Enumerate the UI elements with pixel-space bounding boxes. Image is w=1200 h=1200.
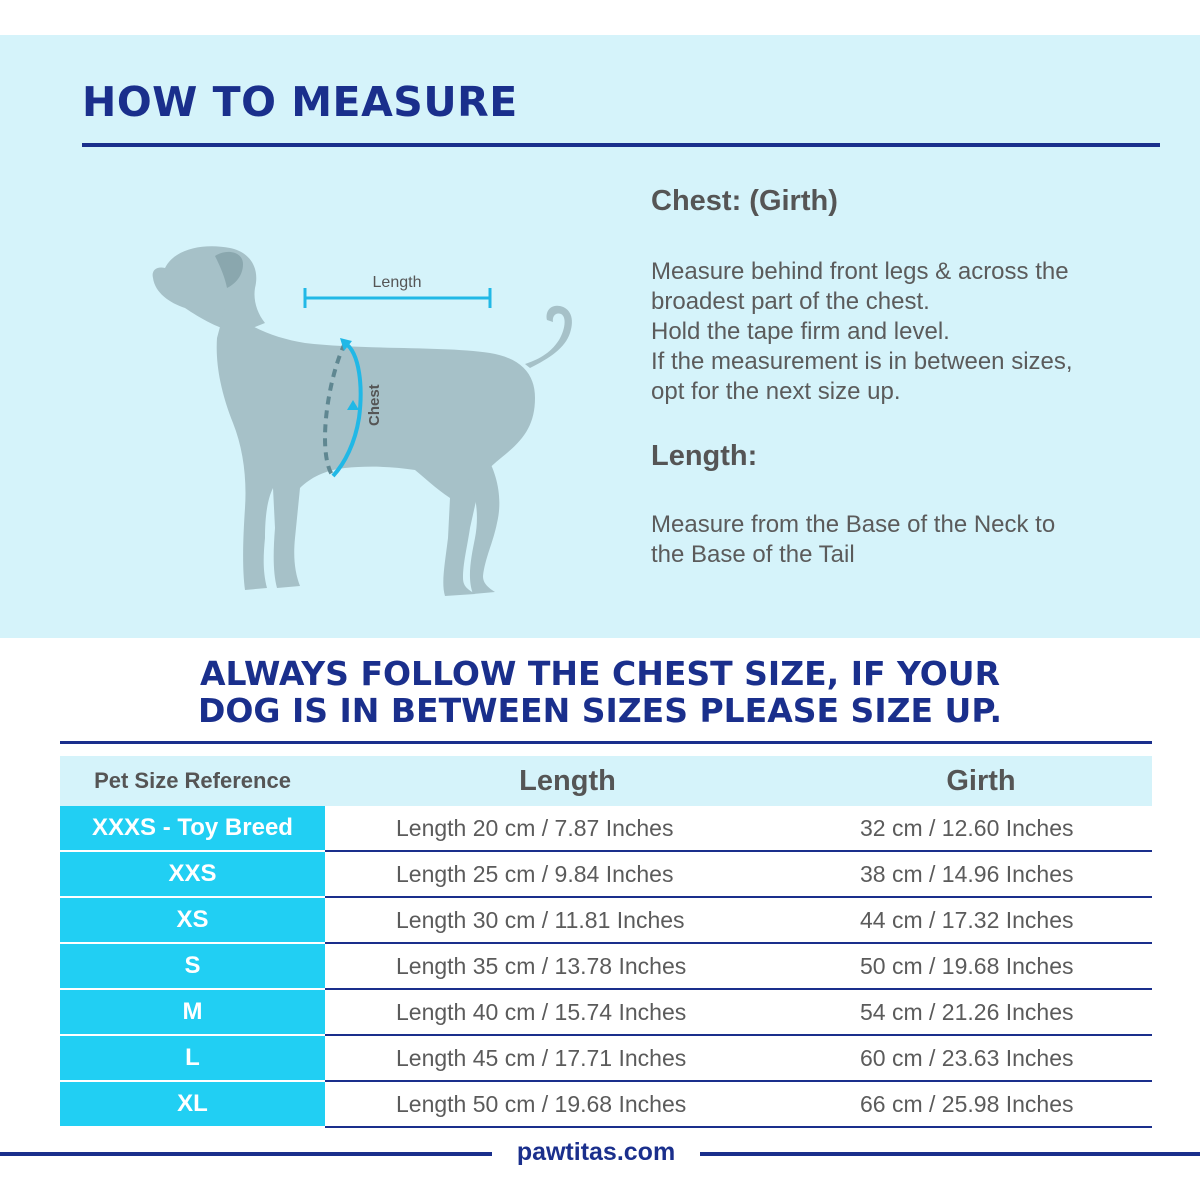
table-row bbox=[60, 898, 1152, 944]
girth-cell: 32 cm / 12.60 Inches bbox=[810, 806, 1152, 852]
column-header-girth: Girth bbox=[946, 765, 1016, 797]
table-row bbox=[60, 1036, 1152, 1082]
instruction-line: Measure from the Base of the Neck to bbox=[651, 511, 1056, 538]
length-instructions bbox=[651, 510, 1171, 570]
table-row bbox=[60, 990, 1152, 1036]
girth-cell: 50 cm / 19.68 Inches bbox=[810, 944, 1152, 990]
table-row bbox=[60, 1082, 1152, 1128]
table-row bbox=[60, 944, 1152, 990]
girth-cell: 44 cm / 17.32 Inches bbox=[810, 898, 1152, 944]
chest-heading: Chest: (Girth) bbox=[651, 185, 838, 217]
girth-cell: 66 cm / 25.98 Inches bbox=[810, 1082, 1152, 1128]
size-cell: S bbox=[60, 944, 325, 990]
instruction-line: If the measurement is in between sizes, bbox=[651, 348, 1073, 375]
size-chart-table bbox=[60, 756, 1152, 1128]
length-illustration-label: Length bbox=[372, 274, 422, 291]
footer-divider-right bbox=[700, 1152, 1200, 1156]
column-header-size: Pet Size Reference bbox=[94, 768, 291, 793]
title-divider bbox=[82, 143, 1160, 147]
instruction-line: broadest part of the chest. bbox=[651, 288, 930, 315]
column-header-length: Length bbox=[519, 765, 616, 797]
dog-head bbox=[153, 246, 265, 333]
banner-line: ALWAYS FOLLOW THE CHEST SIZE, IF YOUR bbox=[199, 654, 1000, 693]
size-up-banner bbox=[0, 655, 1200, 729]
instruction-line: Hold the tape firm and level. bbox=[651, 318, 950, 345]
size-cell: M bbox=[60, 990, 325, 1036]
size-cell: XXXS - Toy Breed bbox=[60, 806, 325, 852]
length-cell: Length 45 cm / 17.71 Inches bbox=[325, 1036, 810, 1082]
banner-divider bbox=[60, 741, 1152, 744]
footer-divider-left bbox=[0, 1152, 492, 1156]
size-cell: XS bbox=[60, 898, 325, 944]
length-cell: Length 40 cm / 15.74 Inches bbox=[325, 990, 810, 1036]
table-header bbox=[60, 756, 1152, 806]
length-cell: Length 25 cm / 9.84 Inches bbox=[325, 852, 810, 898]
length-cell: Length 35 cm / 13.78 Inches bbox=[325, 944, 810, 990]
size-cell: XL bbox=[60, 1082, 325, 1128]
dog-tail bbox=[525, 306, 572, 368]
girth-cell: 54 cm / 21.26 Inches bbox=[810, 990, 1152, 1036]
length-cell: Length 20 cm / 7.87 Inches bbox=[325, 806, 810, 852]
length-indicator bbox=[305, 288, 490, 308]
instruction-line: opt for the next size up. bbox=[651, 378, 901, 405]
instruction-line: Measure behind front legs & across the bbox=[651, 258, 1069, 285]
length-cell: Length 50 cm / 19.68 Inches bbox=[325, 1082, 810, 1128]
girth-cell: 60 cm / 23.63 Inches bbox=[810, 1036, 1152, 1082]
dog-back-leg bbox=[467, 453, 499, 594]
banner-line: DOG IS IN BETWEEN SIZES PLEASE SIZE UP. bbox=[197, 691, 1003, 730]
dog-measure-illustration bbox=[145, 238, 605, 618]
girth-cell: 38 cm / 14.96 Inches bbox=[810, 852, 1152, 898]
length-heading: Length: bbox=[651, 440, 758, 472]
table-row bbox=[60, 852, 1152, 898]
size-cell: XXS bbox=[60, 852, 325, 898]
table-row bbox=[60, 806, 1152, 852]
length-cell: Length 30 cm / 11.81 Inches bbox=[325, 898, 810, 944]
instruction-line: the Base of the Tail bbox=[651, 541, 855, 568]
chest-instructions bbox=[651, 257, 1171, 407]
page-title: HOW TO MEASURE bbox=[82, 78, 518, 126]
footer-website: pawtitas.com bbox=[516, 1138, 676, 1166]
size-cell: L bbox=[60, 1036, 325, 1082]
chest-illustration-label: Chest bbox=[366, 384, 383, 426]
